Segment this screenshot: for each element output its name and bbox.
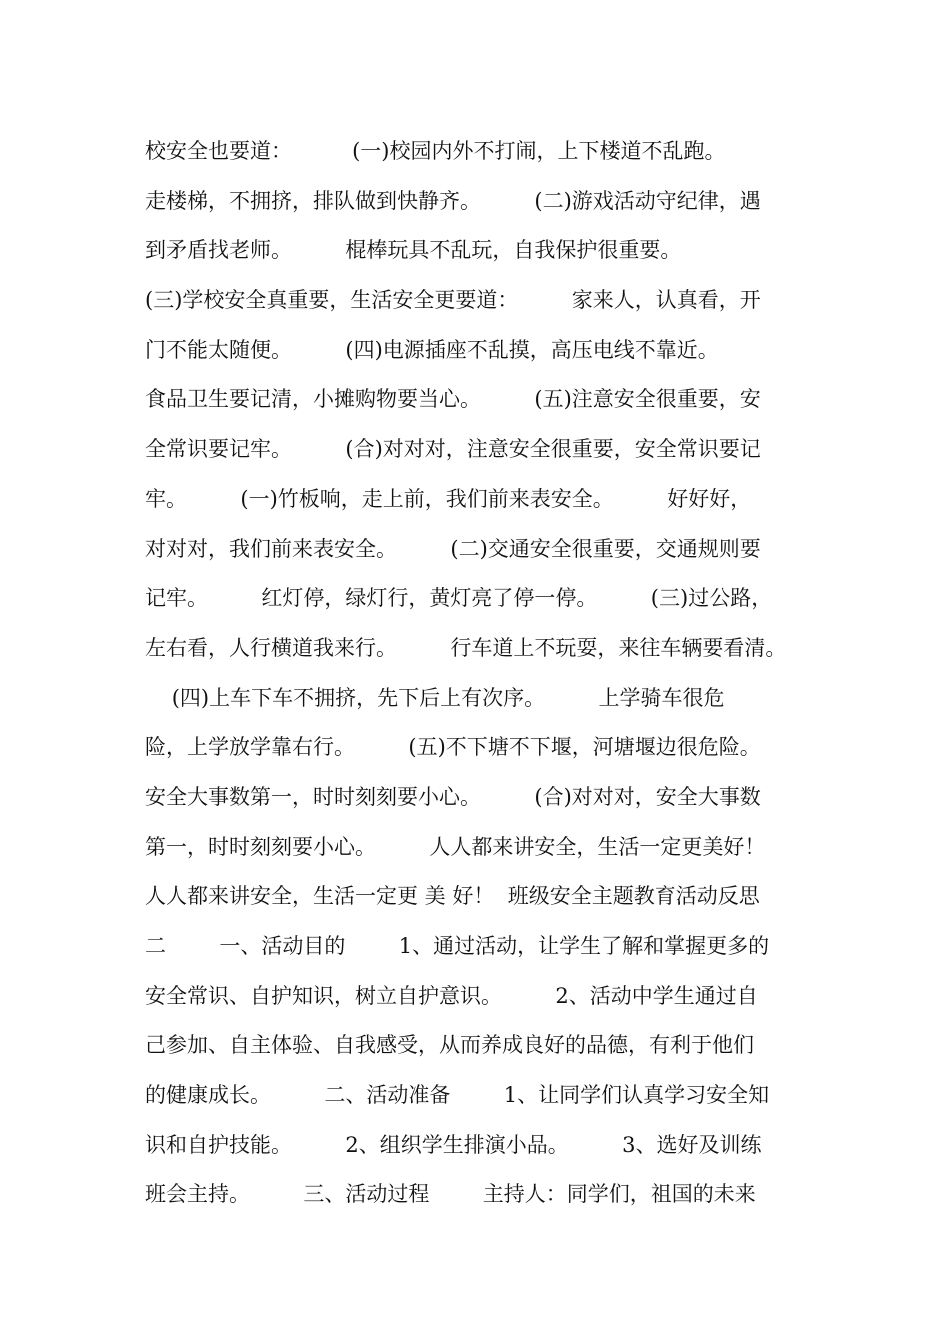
text-line: 食品卫生要记清，小摊购物要当心。 (五)注意安全很重要，安 [145,387,761,412]
text-line: 对对对，我们前来表安全。 (二)交通安全很重要，交通规则要 [145,536,761,561]
text-line: 险，上学放学靠右行。 (五)不下塘不下堰，河塘堰边很危险。 [145,735,761,760]
text-line: (三)学校安全真重要，生活安全更要道： 家来人，认真看，开 [145,288,761,313]
text-line: 左右看，人行横道我来行。 行车道上不玩耍，来往车辆要看清。 [145,635,787,660]
text-line: 第一，时时刻刻要小心。 人人都来讲安全，生活一定更美好！ [145,834,766,859]
text-line: 班会主持。 三、活动过程 主持人：同学们，祖国的未来 [145,1182,756,1207]
text-line: 安全大事数第一，时时刻刻要小心。 (合)对对对，安全大事数 [145,784,761,809]
text-line: 全常识要记牢。 (合)对对对，注意安全很重要，安全常识要记 [145,437,761,462]
text-line: 校安全也要道： (一)校园内外不打闹，上下楼道不乱跑。 [145,139,726,163]
text-line: (四)上车下车不拥挤，先下后上有次序。 上学骑车很危 [145,685,725,710]
text-line: 人人都来讲安全，生活一定更 美 好！ 班级安全主题教育活动反思 [145,884,760,909]
text-line: 到矛盾找老师。 棍棒玩具不乱玩，自我保护很重要。 [145,238,682,263]
text-line: 走楼梯，不拥挤，排队做到快静齐。 (二)游戏活动守纪律，遇 [145,188,761,213]
text-line: 牢。 (一)竹板响，走上前，我们前来表安全。 好好好， [145,486,752,511]
text-line: 安全常识、自护知识，树立自护意识。 2、活动中学生通过自 [145,983,758,1008]
text-line: 识和自护技能。 2、组织学生排演小品。 3、选好及训练 [145,1132,762,1157]
text-line: 记牢。 红灯停，绿灯行，黄灯亮了停一停。 (三)过公路， [145,586,773,611]
text-line: 的健康成长。 二、活动准备 1、让同学们认真学习安全知 [145,1083,770,1108]
text-line: 门不能太随便。 (四)电源插座不乱摸，高压电线不靠近。 [145,337,719,362]
document-body [145,127,825,1220]
text-line: 二 一、活动目的 1、通过活动，让学生了解和掌握更多的 [145,934,770,958]
text-line: 己参加、自主体验、自我感受，从而养成良好的品德，有利于他们 [145,1033,754,1058]
